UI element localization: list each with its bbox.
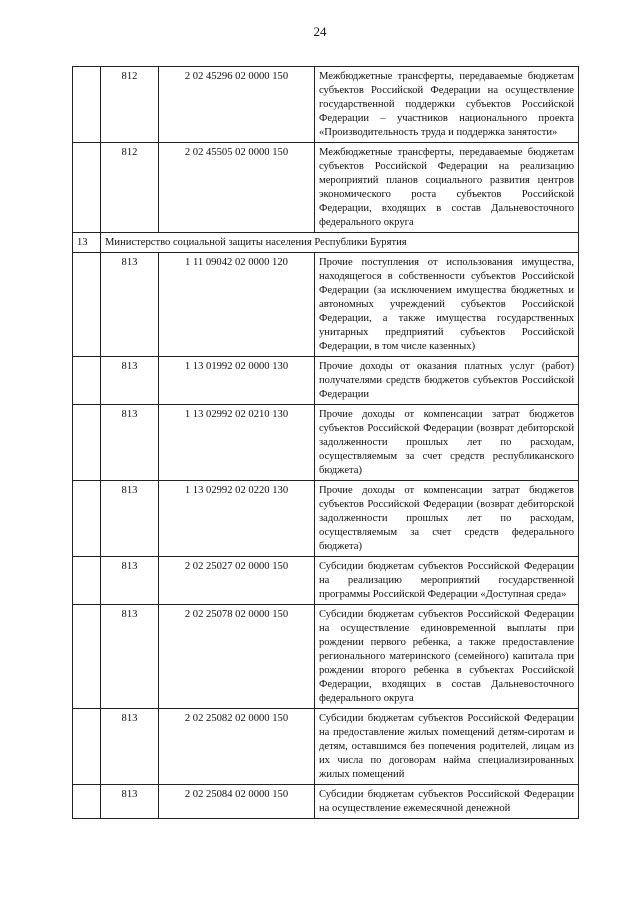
table-row [73,557,579,605]
revenue-description: Прочие доходы от оказания платных услуг (работ) получателями средств бюджетов субъектов Российской Федерации [315,357,579,405]
table-row [73,67,579,143]
revenue-code: 2 02 45296 02 0000 150 [159,67,315,143]
revenue-description: Прочие доходы от компенсации затрат бюджетов субъектов Российской Федерации (возврат дебиторской задолженности прошлых лет по расходам, осуществляемым за счет средств республиканского бюджета) [315,405,579,481]
admin-code: 813 [101,253,159,357]
revenue-code: 1 13 01992 02 0000 130 [159,357,315,405]
row-number [73,785,101,819]
budget-classification-table [72,66,579,819]
revenue-description: Субсидии бюджетам субъектов Российской Федерации на осуществление ежемесячной денежной [315,785,579,819]
row-number [73,67,101,143]
admin-code: 813 [101,405,159,481]
revenue-description: Субсидии бюджетам субъектов Российской Федерации на реализацию мероприятий государственной программы Российской Федерации «Доступная среда» [315,557,579,605]
revenue-code: 1 13 02992 02 0220 130 [159,481,315,557]
ministry-row [73,233,579,253]
row-number [73,405,101,481]
revenue-code: 2 02 25082 02 0000 150 [159,709,315,785]
table-row [73,143,579,233]
row-number [73,357,101,405]
admin-code: 813 [101,357,159,405]
page-number: 24 [313,24,327,39]
row-number [73,557,101,605]
table-row [73,405,579,481]
admin-code: 813 [101,605,159,709]
revenue-description: Межбюджетные трансферты, передаваемые бюджетам субъектов Российской Федерации на осуществление государственной поддержки субъектов Российской Федерации – участников национального проекта «Производительность труда и поддержка занятости» [315,67,579,143]
admin-code: 813 [101,709,159,785]
admin-code: 813 [101,481,159,557]
revenue-code: 2 02 25027 02 0000 150 [159,557,315,605]
admin-code: 813 [101,557,159,605]
table-row [73,785,579,819]
revenue-code: 2 02 25084 02 0000 150 [159,785,315,819]
revenue-description: Межбюджетные трансферты, передаваемые бюджетам субъектов Российской Федерации на реализацию мероприятий планов социального развития центров экономического роста субъектов Российской Федерации, входящих в состав Дальневосточного федерального округа [315,143,579,233]
row-number [73,709,101,785]
revenue-description: Прочие поступления от использования имущества, находящегося в собственности субъектов Российской Федерации (за исключением имущества бюджетных и автономных учреждений субъектов Российской Федерации, а также имущества государственных унитарных предприятий субъектов Российской Федерации, в том числе казенных) [315,253,579,357]
admin-code: 812 [101,143,159,233]
revenue-code: 2 02 45505 02 0000 150 [159,143,315,233]
revenue-code: 1 13 02992 02 0210 130 [159,405,315,481]
table-row [73,709,579,785]
row-number [73,143,101,233]
revenue-description: Субсидии бюджетам субъектов Российской Федерации на предоставление жилых помещений детям-сиротам и детям, оставшимся без попечения родителей, лицам из их числа по договорам найма специализированных жилых помещений [315,709,579,785]
revenue-code: 1 11 09042 02 0000 120 [159,253,315,357]
row-number [73,253,101,357]
row-number [73,605,101,709]
table-row [73,605,579,709]
row-number: 13 [73,233,101,253]
revenue-description: Субсидии бюджетам субъектов Российской Федерации на осуществление единовременной выплаты при рождении первого ребенка, а также предоставление регионального материнского (семейного) капитала при рождении второго ребенка в субъектах Российской Федерации, входящих в состав Дальневосточного федерального округа [315,605,579,709]
table-row [73,357,579,405]
ministry-title: Министерство социальной защиты населения Республики Бурятия [101,233,579,253]
table-row [73,253,579,357]
revenue-code: 2 02 25078 02 0000 150 [159,605,315,709]
revenue-description: Прочие доходы от компенсации затрат бюджетов субъектов Российской Федерации (возврат дебиторской задолженности прошлых лет по расходам, осуществляемым за счет средств федерального бюджета) [315,481,579,557]
admin-code: 813 [101,785,159,819]
row-number [73,481,101,557]
admin-code: 812 [101,67,159,143]
table-row [73,481,579,557]
